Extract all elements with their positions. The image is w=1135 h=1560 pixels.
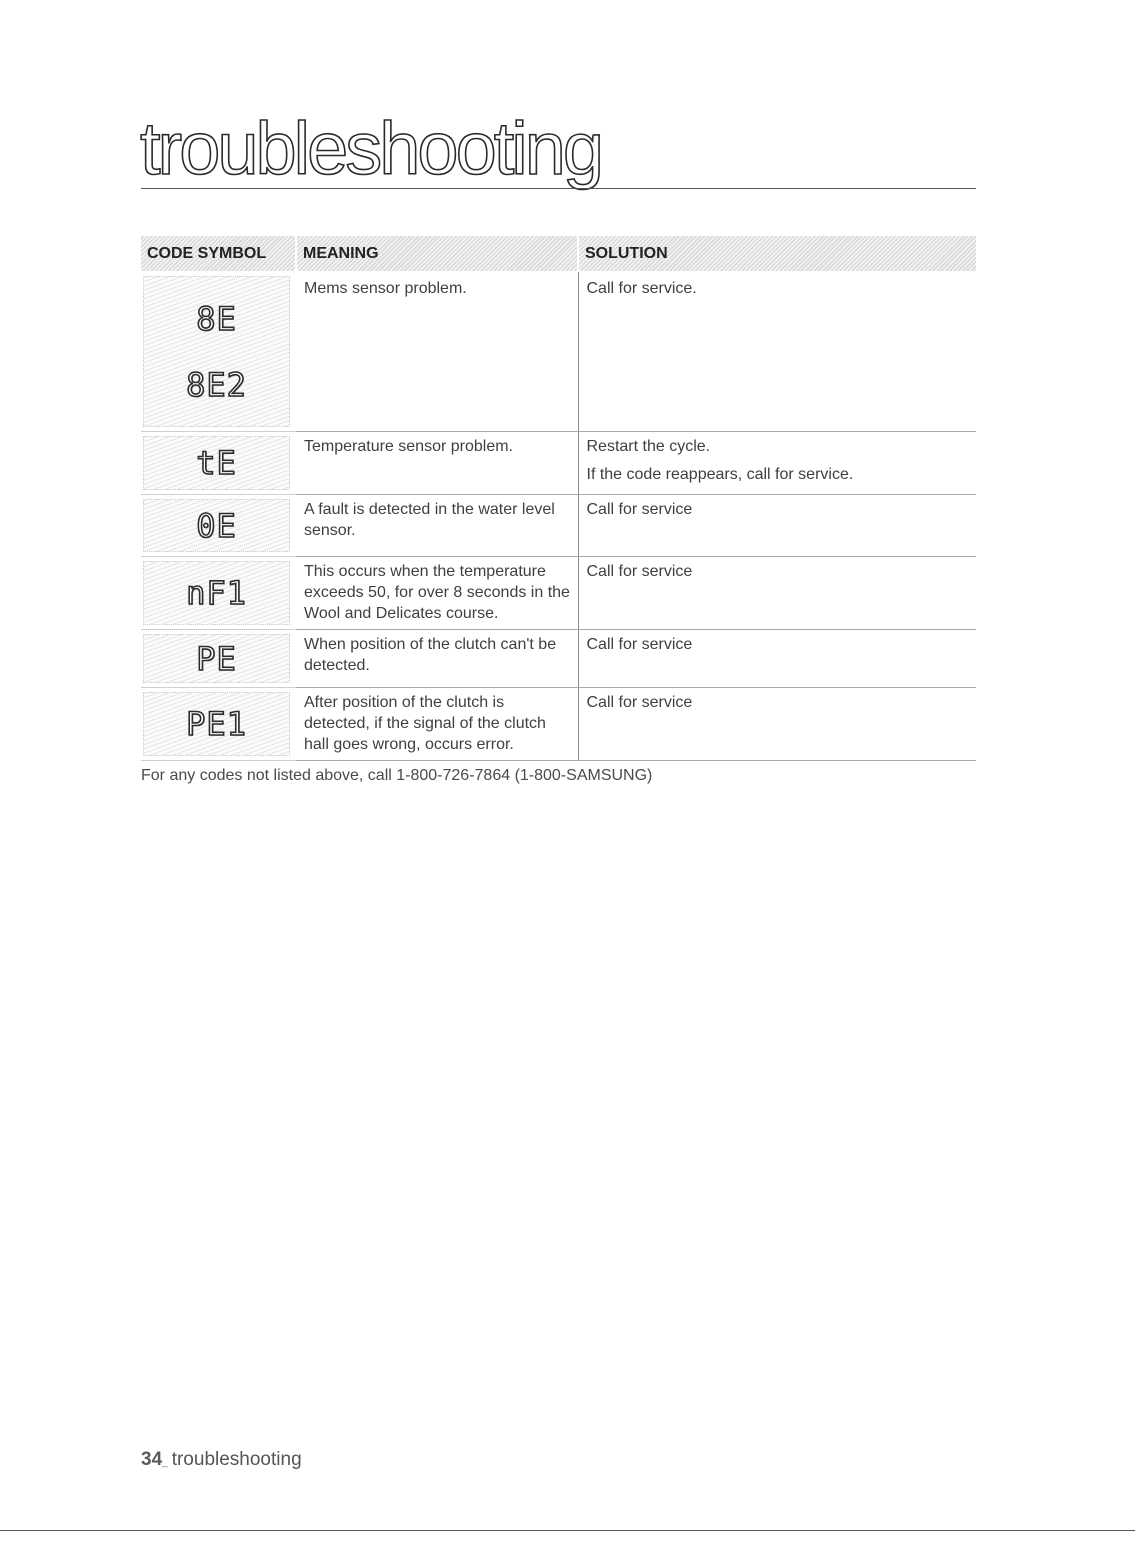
code-symbol-cell <box>141 557 296 630</box>
solution-cell <box>578 630 976 688</box>
code-display <box>143 436 290 490</box>
meaning-cell: Temperature sensor problem. <box>296 432 578 495</box>
footer-section-name: troubleshooting <box>171 1449 302 1470</box>
error-code: PE <box>196 639 237 678</box>
solution-text: Call for service <box>586 501 693 518</box>
header-solution: SOLUTION <box>578 236 976 272</box>
error-code: 0E <box>196 506 237 545</box>
solution-cell <box>578 557 976 630</box>
page-footer <box>141 1449 302 1471</box>
code-display <box>143 634 290 683</box>
meaning-cell: This occurs when the temperature exceeds 50, for over 8 seconds in the Wool and Delicates course. <box>296 557 578 630</box>
table-row <box>141 432 976 495</box>
code-symbol-cell <box>141 495 296 557</box>
meaning-cell: A fault is detected in the water level sensor. <box>296 495 578 557</box>
table-row <box>141 688 976 761</box>
error-code: 8E2 <box>186 365 247 404</box>
solution-cell <box>578 272 976 432</box>
table-header-row <box>141 236 976 272</box>
service-footnote: For any codes not listed above, call 1-800-726-7864 (1-800-SAMSUNG) <box>141 767 653 784</box>
code-display <box>143 276 290 427</box>
error-code: nF1 <box>186 574 247 612</box>
solution-text: Call for service <box>586 694 693 711</box>
solution-cell <box>578 432 976 495</box>
solution-text: Call for service <box>586 563 693 580</box>
meaning-cell: When position of the clutch can't be detected. <box>296 630 578 688</box>
solution-text: Call for service. <box>586 280 697 297</box>
header-code-symbol: CODE SYMBOL <box>141 236 296 272</box>
solution-text: If the code reappears, call for service. <box>586 466 854 483</box>
troubleshooting-table <box>141 236 976 761</box>
bottom-rule <box>0 1530 1135 1531</box>
solution-cell <box>578 495 976 557</box>
table-row <box>141 495 976 557</box>
solution-text: Restart the cycle. <box>586 438 711 455</box>
code-symbol-cell <box>141 688 296 761</box>
table-row <box>141 630 976 688</box>
code-symbol-cell <box>141 432 296 495</box>
code-symbol-cell <box>141 630 296 688</box>
meaning-cell: After position of the clutch is detected, if the signal of the clutch hall goes wrong, occurs error. <box>296 688 578 761</box>
code-display <box>143 561 290 625</box>
title-rule <box>141 188 976 189</box>
table-row <box>141 272 976 432</box>
page-title: troubleshooting <box>140 107 602 190</box>
error-code: PE1 <box>186 705 247 743</box>
error-code: 8E <box>196 299 237 338</box>
header-meaning: MEANING <box>296 236 578 272</box>
table-row <box>141 557 976 630</box>
footer-separator: _ <box>162 1457 168 1468</box>
page-number: 34 <box>141 1449 163 1470</box>
code-display <box>143 692 290 756</box>
meaning-cell: Mems sensor problem. <box>296 272 578 432</box>
code-symbol-cell <box>141 272 296 432</box>
error-code: tE <box>196 444 237 482</box>
solution-cell <box>578 688 976 761</box>
solution-text: Call for service <box>586 636 693 653</box>
code-display <box>143 499 290 552</box>
